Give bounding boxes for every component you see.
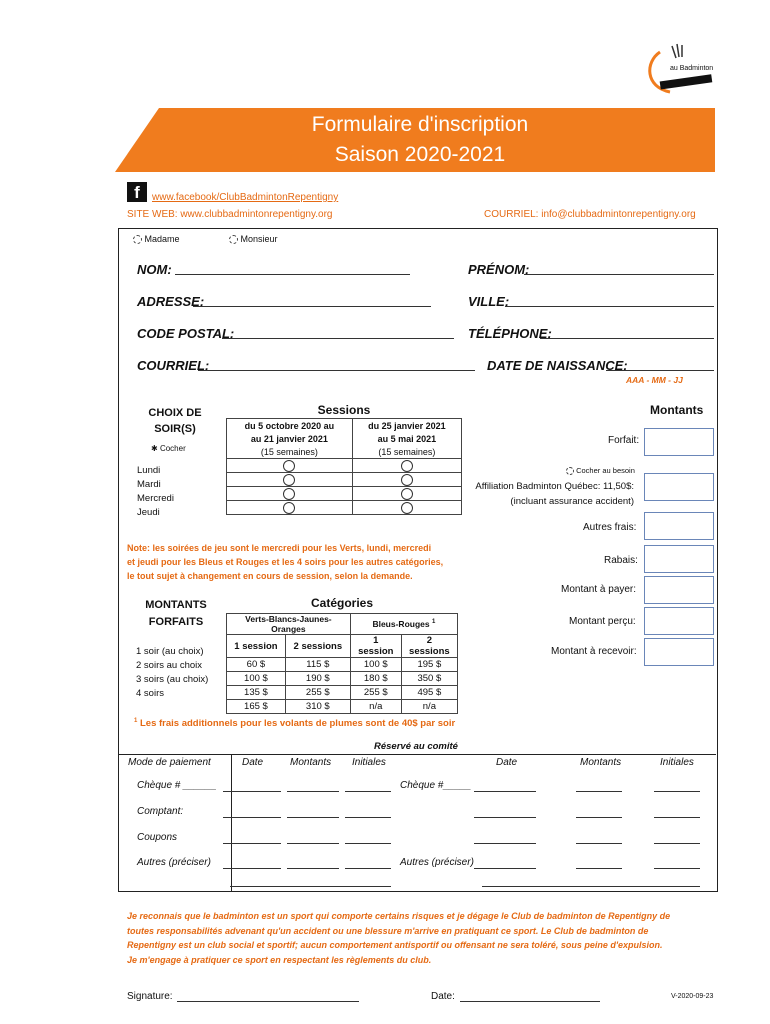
forfait-row-label: 2 soirs au choix <box>136 660 203 671</box>
mercredi-s1-checkbox[interactable] <box>283 488 295 500</box>
date-naissance-field[interactable] <box>606 370 714 371</box>
form-title: Formulaire d'inscription <box>311 113 529 136</box>
forfaits-row-labels <box>136 645 208 701</box>
prenom-field[interactable] <box>524 274 714 275</box>
disclaimer-line: Repentigny est un club social et sportif; aucun comportement antisportif ou offensant ne sera toléré, sous peine d'expulsion. <box>127 940 663 950</box>
session-cell <box>227 473 353 487</box>
signature-field[interactable] <box>177 1001 359 1002</box>
mode-paiement-header: Mode de paiement <box>128 757 211 768</box>
session-cell <box>352 501 461 515</box>
date-format-hint: AAA - MM - JJ <box>626 375 683 385</box>
forfait-input[interactable] <box>644 428 714 456</box>
price-cell: 100 $ <box>350 658 401 672</box>
date-naissance-label: DATE DE NAISSANCE: <box>487 358 628 373</box>
cocher-besoin-label: Cocher au besoin <box>576 466 635 475</box>
note-line1: les soirées de jeu sont le mercredi pour les Verts, lundi, mercredi <box>150 543 432 553</box>
montant-fill[interactable] <box>287 817 339 818</box>
tarifs-table <box>226 613 458 714</box>
website-link[interactable]: SITE WEB: www.clubbadmintonrepentigny.org <box>127 209 333 220</box>
telephone-field[interactable] <box>540 338 714 339</box>
forfaits-title-line2: FORFAITS <box>148 616 204 628</box>
forfaits-title-line1: MONTANTS <box>145 599 207 611</box>
montants2-header: Montants <box>580 757 622 768</box>
nom-field[interactable] <box>175 274 410 275</box>
price-cell: 255 $ <box>350 686 401 700</box>
coupons-label: Coupons <box>137 832 178 843</box>
session-cell <box>227 501 353 515</box>
montant2-fill[interactable] <box>576 791 622 792</box>
date-fill[interactable] <box>223 868 281 869</box>
footnote-sup: 1 <box>134 718 138 724</box>
montant-payer-input[interactable] <box>644 576 714 604</box>
disclaimer-line: Je m'engage à pratiquer ce sport en respectant les règlements du club. <box>127 954 432 965</box>
disclaimer-text <box>127 909 717 967</box>
code-postal-field[interactable] <box>222 338 454 339</box>
ville-label: VILLE: <box>468 294 510 309</box>
prenom-label: PRÉNOM: <box>468 262 530 277</box>
comite-divider <box>118 754 716 755</box>
disclaimer-line: toutes responsabilités advenant qu'un accident ou une blessure m'arrive en pratiquant ce sport. Le Club de badminton de <box>127 925 649 936</box>
montant2-fill[interactable] <box>576 868 622 869</box>
categories-title: Catégories <box>310 596 374 610</box>
montant-payer-label: Montant à payer: <box>561 584 637 595</box>
initiales2-fill[interactable] <box>654 791 700 792</box>
footnote-text: Les frais additionnels pour les volants de plumes sont de 40$ par soir <box>139 718 456 730</box>
monsieur-label: Monsieur <box>240 234 278 244</box>
price-cell: 60 $ <box>227 658 286 672</box>
madame-label: Madame <box>144 234 180 244</box>
date2-fill[interactable] <box>474 791 536 792</box>
table-row <box>227 700 458 714</box>
session-cell <box>227 459 353 473</box>
date2-fill[interactable] <box>474 843 536 844</box>
forfait-row-label: 1 soir (au choix) <box>136 646 204 657</box>
session2-weeks: (15 semaines) <box>352 445 461 459</box>
day-label: Lundi <box>137 465 161 476</box>
forfait-row-label: 4 soirs <box>136 688 164 699</box>
note-line3: le tout sujet à changement en cours de session, selon la demande. <box>127 571 413 581</box>
day-label: Jeudi <box>137 507 160 518</box>
date-fill[interactable] <box>223 817 281 818</box>
asterisk-icon: ✱ <box>151 444 158 453</box>
initiales-fill[interactable] <box>345 791 391 792</box>
price-cell: 190 $ <box>285 672 350 686</box>
price-cell: n/a <box>401 700 457 714</box>
price-cell: 165 $ <box>227 700 286 714</box>
autres-label: Autres (préciser) <box>137 857 211 868</box>
note-text <box>127 541 457 583</box>
note-label: Note: <box>127 543 150 553</box>
ville-field[interactable] <box>505 306 714 307</box>
mercredi-s2-checkbox[interactable] <box>401 488 413 500</box>
date2-header: Date <box>496 757 518 768</box>
svg-text:au Badminton: au Badminton <box>670 65 714 72</box>
subheader: 1 session <box>227 635 286 658</box>
season-title: Saison 2020-2021 <box>334 143 506 166</box>
table-row <box>227 658 458 672</box>
initiales-fill[interactable] <box>345 843 391 844</box>
session2-line2: au 5 mai 2021 <box>352 432 461 445</box>
montants-title: Montants <box>650 403 704 417</box>
day-label: Mardi <box>137 479 161 490</box>
initiales2-fill[interactable] <box>654 817 700 818</box>
table-row <box>227 686 458 700</box>
affiliation-checkbox[interactable] <box>566 467 574 475</box>
session1-weeks: (15 semaines) <box>227 445 353 459</box>
session1-line1: du 5 octobre 2020 au <box>227 419 353 433</box>
date-label: Date: <box>431 991 455 1002</box>
initiales2-fill[interactable] <box>654 868 700 869</box>
forfait-row-label: 3 soirs (au choix) <box>136 674 209 685</box>
cocher-label: Cocher <box>159 444 186 453</box>
autres-frais-input[interactable] <box>644 512 714 540</box>
facebook-icon: f <box>127 182 147 202</box>
table-row <box>227 672 458 686</box>
montant-percu-input[interactable] <box>644 607 714 635</box>
session-cell <box>227 487 353 501</box>
price-cell: 350 $ <box>401 672 457 686</box>
price-cell: 255 $ <box>285 686 350 700</box>
montant-fill[interactable] <box>287 791 339 792</box>
initiales-fill[interactable] <box>345 817 391 818</box>
facebook-link[interactable]: www.facebook/ClubBadmintonRepentigny <box>152 192 339 203</box>
rabais-label: Rabais: <box>604 555 638 566</box>
telephone-label: TÉLÉPHONE: <box>468 326 552 341</box>
code-postal-label: CODE POSTAL: <box>137 326 235 341</box>
cocher-hint <box>151 444 186 453</box>
initiales-header: Initiales <box>352 757 386 768</box>
disclaimer-line: Je reconnais que le badminton est un sport qui comporte certains risques et je dégage le Club de badminton de Repentigny de <box>127 911 671 921</box>
day-label: Mercredi <box>137 493 174 504</box>
montant-fill[interactable] <box>287 843 339 844</box>
date-fill[interactable] <box>223 791 281 792</box>
lundi-s1-checkbox[interactable] <box>283 460 295 472</box>
mardi-s1-checkbox[interactable] <box>283 474 295 486</box>
affiliation-line2: (incluant assurance accident) <box>510 496 634 507</box>
date-header: Date <box>242 757 264 768</box>
date2-fill[interactable] <box>474 868 536 869</box>
group2-header <box>350 614 457 635</box>
subheader: 2 sessions <box>285 635 350 658</box>
montants-header: Montants <box>290 757 332 768</box>
nom-label: NOM: <box>137 262 172 277</box>
cheque2-label: Chèque #_____ <box>400 780 472 791</box>
jeudi-s1-checkbox[interactable] <box>283 502 295 514</box>
choix-title-line1: CHOIX DE <box>148 407 202 419</box>
session-cell <box>352 487 461 501</box>
affiliation-line1: Affiliation Badminton Québec: 11,50$: <box>475 481 634 492</box>
sessions-table <box>226 418 462 515</box>
affiliation-input[interactable] <box>644 473 714 501</box>
montant-recevoir-input[interactable] <box>644 638 714 666</box>
montant-fill[interactable] <box>287 868 339 869</box>
date-fill[interactable] <box>223 843 281 844</box>
initiales-fill[interactable] <box>345 868 391 869</box>
group1-header: Verts-Blancs-Jaunes-Oranges <box>227 614 351 635</box>
price-cell: 195 $ <box>401 658 457 672</box>
lundi-s2-checkbox[interactable] <box>401 460 413 472</box>
autres-frais-label: Autres frais: <box>583 522 637 533</box>
note-line2: et jeudi pour les Bleus et Rouges et les 4 soirs pour les autres catégories, <box>127 557 444 567</box>
subheader: 1 session <box>350 635 401 658</box>
adresse-label: ADRESSE: <box>137 294 205 309</box>
club-logo <box>640 42 720 97</box>
affiliation-label <box>470 479 634 509</box>
cocher-besoin <box>566 466 635 475</box>
price-cell: 100 $ <box>227 672 286 686</box>
signature-label: Signature: <box>127 991 173 1002</box>
price-cell: 310 $ <box>285 700 350 714</box>
total2-fill[interactable] <box>482 886 700 887</box>
session-cell <box>352 459 461 473</box>
initiales2-header: Initiales <box>660 757 694 768</box>
initiales2-fill[interactable] <box>654 843 700 844</box>
comite-title: Réservé au comité <box>374 741 458 752</box>
mardi-s2-checkbox[interactable] <box>401 474 413 486</box>
price-cell: n/a <box>350 700 401 714</box>
total-fill[interactable] <box>230 886 391 887</box>
price-cell: 115 $ <box>285 658 350 672</box>
forfait-label: Forfait: <box>608 435 640 446</box>
autres2-label: Autres (préciser) <box>400 857 474 868</box>
jeudi-s2-checkbox[interactable] <box>401 502 413 514</box>
version-label: V-2020-09-23 <box>671 993 714 1000</box>
montant-percu-label: Montant perçu: <box>569 616 636 627</box>
courriel-label: COURRIEL: <box>137 358 210 373</box>
montant-recevoir-label: Montant à recevoir: <box>551 646 637 657</box>
forfaits-title <box>136 597 216 631</box>
subheader: 2 sessions <box>401 635 457 658</box>
adresse-field[interactable] <box>193 306 431 307</box>
price-cell: 495 $ <box>401 686 457 700</box>
courriel-field[interactable] <box>198 370 475 371</box>
rabais-input[interactable] <box>644 545 714 573</box>
days-list <box>137 464 174 520</box>
session1-line2: au 21 janvier 2021 <box>227 432 353 445</box>
session2-line1: du 25 janvier 2021 <box>352 419 461 433</box>
session-cell <box>352 473 461 487</box>
sessions-title: Sessions <box>317 403 371 417</box>
footnote <box>134 718 455 729</box>
cheque-label: Chèque # ______ <box>137 780 217 791</box>
date2-fill[interactable] <box>474 817 536 818</box>
comptant-label: Comptant: <box>137 806 184 817</box>
price-cell: 135 $ <box>227 686 286 700</box>
comite-vline <box>231 754 232 892</box>
club-email[interactable]: COURRIEL: info@clubbadmintonrepentigny.org <box>484 209 696 220</box>
date-field[interactable] <box>460 1001 600 1002</box>
group2-sup: 1 <box>431 619 436 626</box>
group2-label: Bleus-Rouges <box>372 619 430 629</box>
montant2-fill[interactable] <box>576 843 622 844</box>
montant2-fill[interactable] <box>576 817 622 818</box>
choix-soirs-title <box>140 405 210 437</box>
choix-title-line2: SOIR(S) <box>154 423 196 435</box>
price-cell: 180 $ <box>350 672 401 686</box>
